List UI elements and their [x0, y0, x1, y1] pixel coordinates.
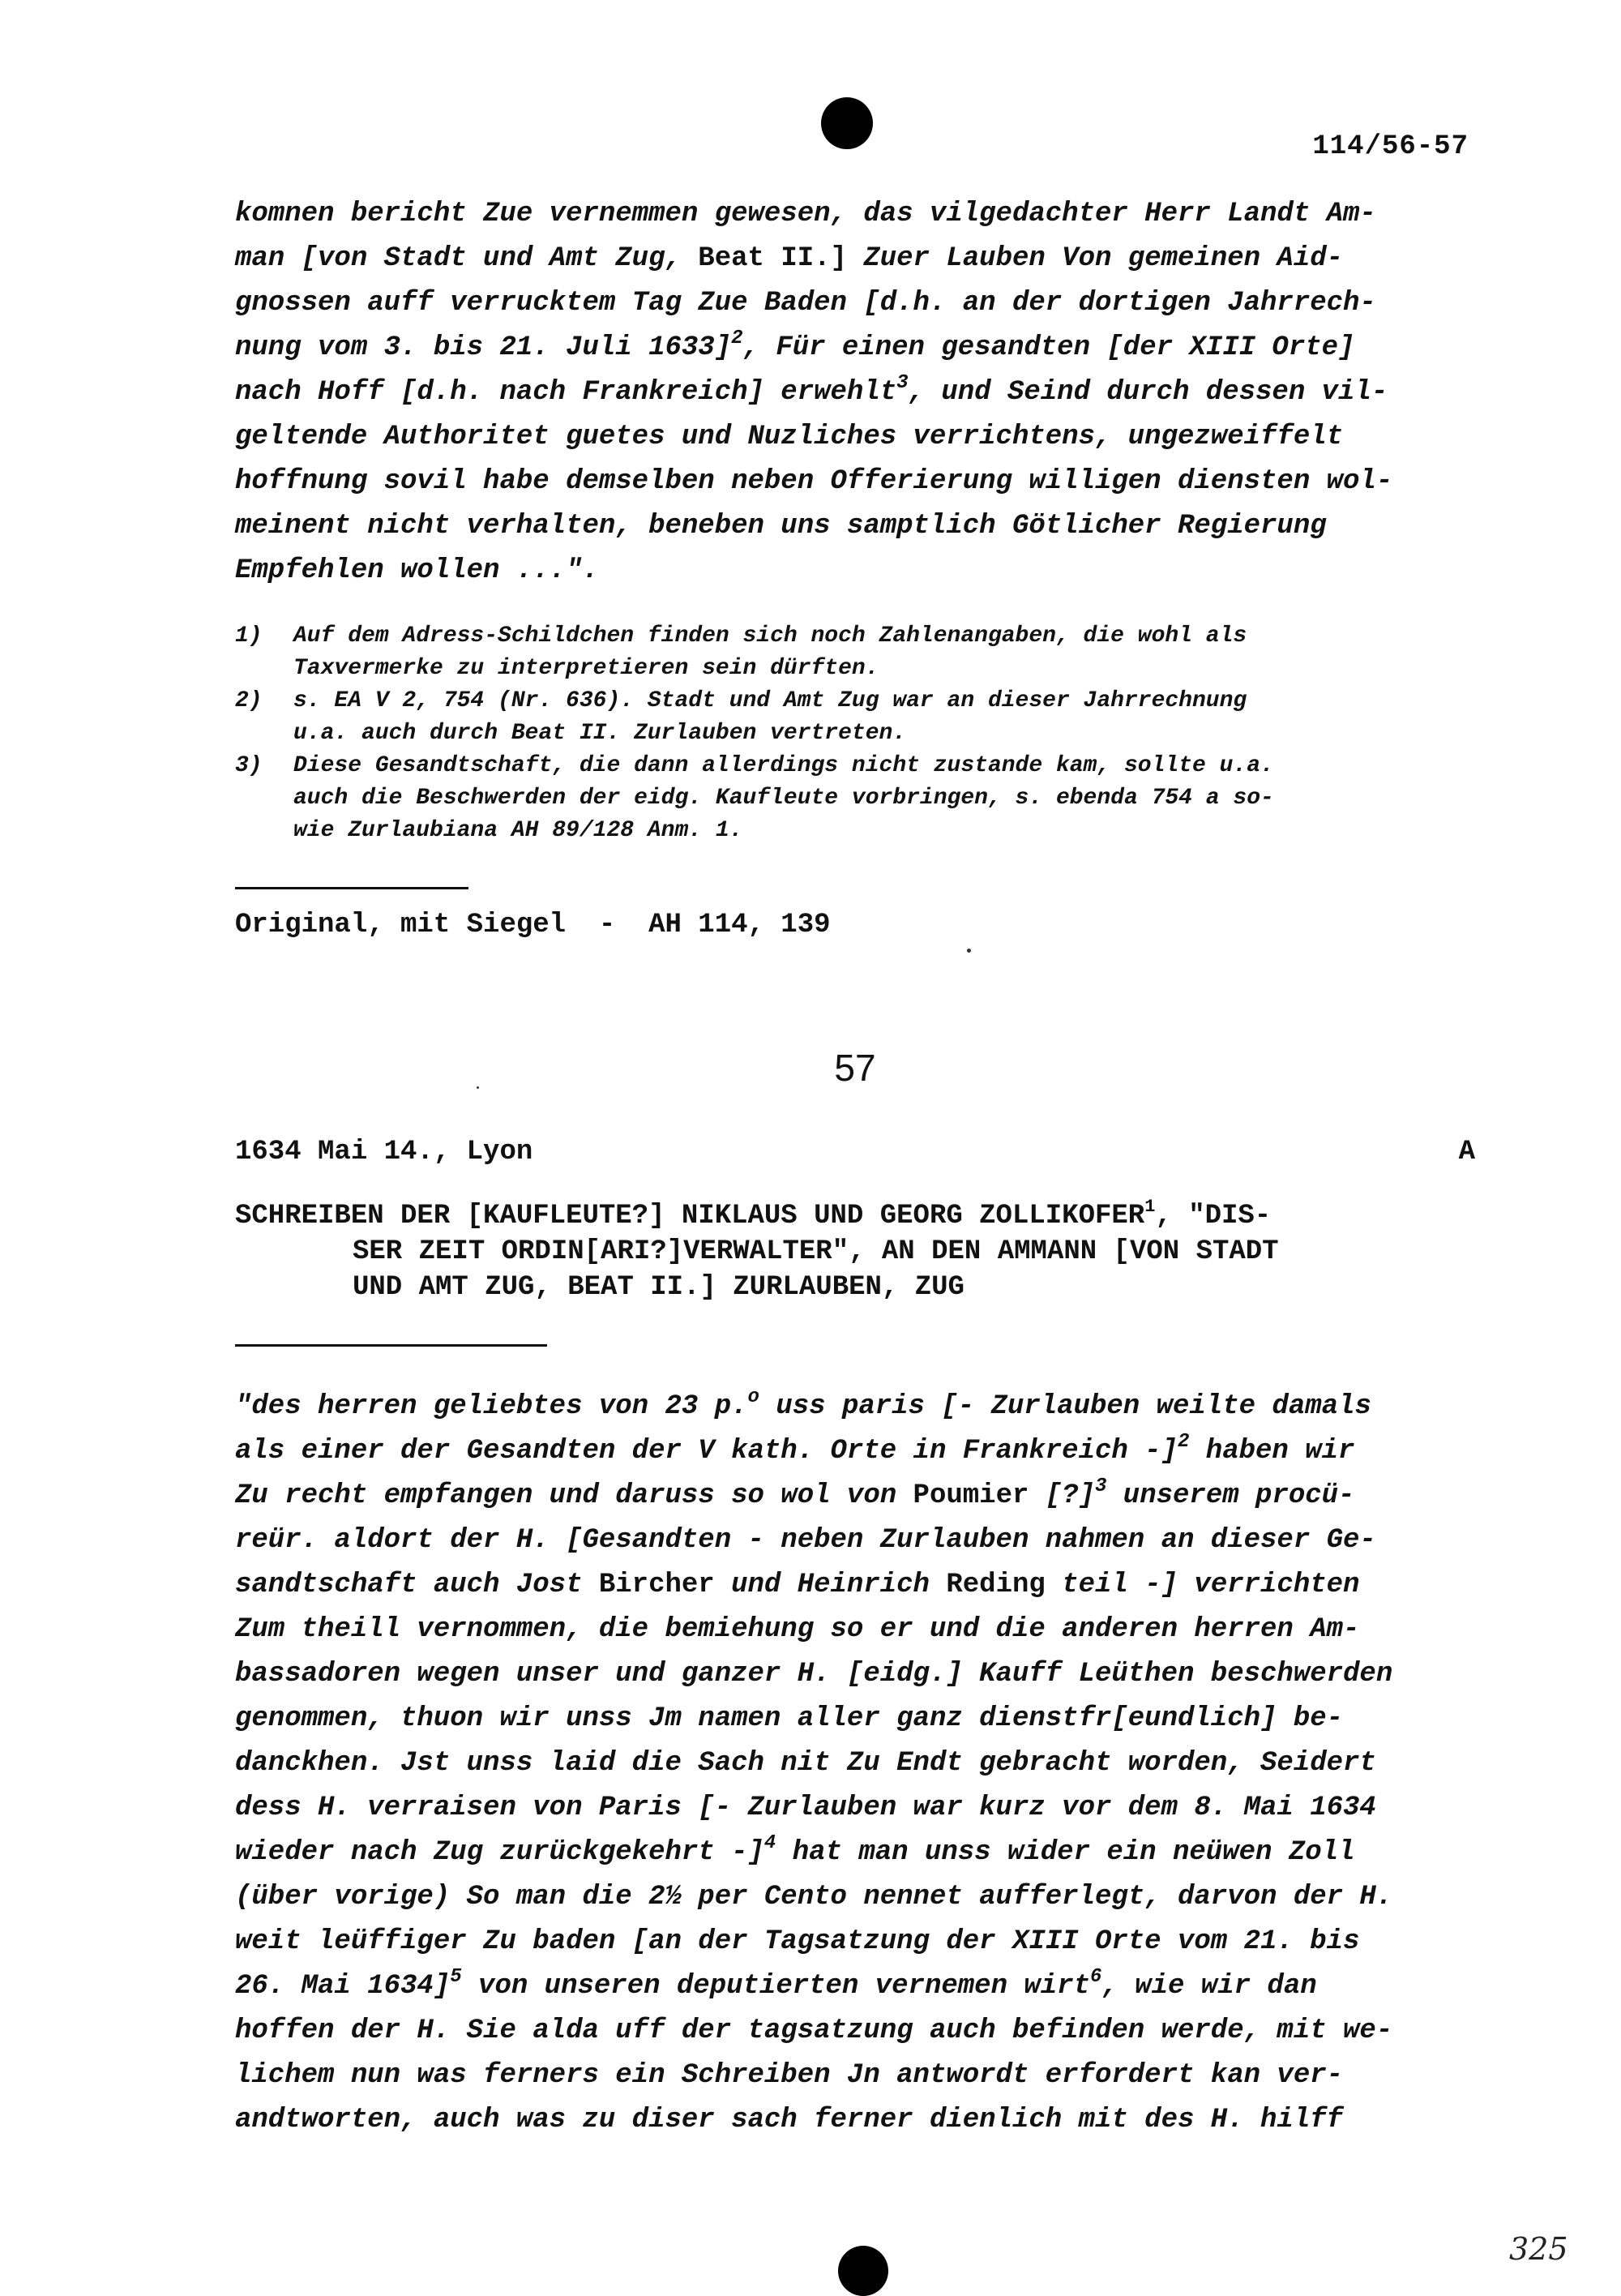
document-type-marker: A [1458, 1137, 1475, 1167]
text-line: komnen bericht Zue vernemmen gewesen, das vilgedachter Herr Landt Am- [235, 199, 1376, 229]
text-line: sandtschaft auch Jost Bircher und Heinrich Reding teil -] verrichten [235, 1570, 1360, 1600]
heading-line: SCHREIBEN DER [KAUFLEUTE?] NIKLAUS UND GEORG ZOLLIKOFER$^1$, "DIS- [235, 1197, 1272, 1232]
footnote-ref: 6 [1089, 1966, 1102, 1988]
footnotes [235, 620, 1483, 847]
text-line: hoffen der H. Sie alda uff der tagsatzung auch befinden werde, mit we- [235, 2015, 1393, 2046]
text-line: genommen, thuon wir unss Jm namen aller ganz dienstfr[eundlich] be- [235, 1703, 1344, 1734]
text-line: (über vorige) So man die 2½ per Cento nennet aufferlegt, darvon der H. [235, 1882, 1393, 1913]
separator-rule [235, 1344, 547, 1347]
punch-hole-bottom [838, 2246, 888, 2296]
text-line: danckhen. Jst unss laid die Sach nit Zu Endt gebracht worden, Seidert [235, 1748, 1376, 1779]
text-line: dess H. verraisen von Paris [- Zurlauben war kurz vor dem 8. Mai 1634 [235, 1793, 1376, 1823]
document-heading [235, 1198, 1499, 1305]
text-line: nach Hoff [d.h. nach Frankreich] erwehlt$^3$, und Seind durch dessen vil- [235, 372, 1388, 408]
text-line: weit leüffiger Zu baden [an der Tagsatzung der XIII Orte vom 21. bis [235, 1926, 1360, 1957]
text-line: Zu recht empfangen und daruss so wol von Poumier [?]$^3$ unserem procü- [235, 1476, 1355, 1511]
footnote-ref: 3 [1095, 1476, 1107, 1497]
footnote-text: s. EA V 2, 754 (Nr. 636). Stadt und Amt Zug war an dieser Jahrrechnung u.a. auch durch Beat II. Zurlauben vertreten. [293, 688, 1247, 746]
separator-rule [235, 887, 468, 889]
text-line: man [von Stadt und Amt Zug, Beat II.] Zuer Lauben Von gemeinen Aid- [235, 243, 1344, 274]
text-line: gnossen auff verrucktem Tag Zue Baden [d.h. an der dortigen Jahrrech- [235, 288, 1376, 319]
continuation-text [235, 192, 1479, 593]
footnote-ref: 2 [1178, 1431, 1190, 1453]
source-note: Original, mit Siegel - AH 114, 139 [235, 910, 831, 940]
emphasis-name: Reding [946, 1570, 1046, 1600]
page-reference: 114/56-57 [1312, 131, 1469, 162]
emphasis-name: Beat II.] [698, 243, 847, 274]
text-line: hoffnung sovil habe demselben neben Offerierung willigen diensten wol- [235, 466, 1393, 497]
footnote-ref: 4 [763, 1832, 776, 1854]
text-line: bassadoren wegen unser und ganzer H. [eidg.] Kauff Leüthen beschwerden [235, 1659, 1393, 1690]
footnote-ref: 3 [896, 372, 909, 394]
text-line: nung vom 3. bis 21. Juli 1633]$^2$, Für einen gesandten [der XIII Orte] [235, 328, 1355, 363]
footnote-ref: 5 [450, 1966, 462, 1988]
footnote-ref: 2 [731, 328, 743, 349]
text-line: geltende Authoritet guetes und Nuzliches verrichtens, ungezweiffelt [235, 422, 1344, 452]
text-line: andtworten, auch was zu diser sach ferner dienlich mit des H. hilff [235, 2105, 1344, 2135]
footnote [235, 685, 1483, 750]
text-line: als einer der Gesandten der V kath. Orte in Frankreich -]$^2$ haben wir [235, 1431, 1355, 1467]
footnote-text: Diese Gesandtschaft, die dann allerdings nicht zustande kam, sollte u.a. auch die Beschwerden der eidg. Kaufleute vorbringen, s. ebenda 754 a so- wie Zurlaubiana AH 89/128 Anm. 1. [293, 753, 1274, 843]
document-number: 57 [834, 1047, 876, 1089]
archive-mark: 325 [1509, 2231, 1568, 2267]
footnote [235, 620, 1483, 685]
footnote-number: 3) [235, 753, 263, 778]
text-line: 26. Mai 1634]$^5$ von unseren deputierten vernemen wirt$^6$, wie wir dan [235, 1966, 1317, 2002]
text-line: wieder nach Zug zurückgekehrt -]$^4$ hat man unss wider ein neüwen Zoll [235, 1832, 1355, 1868]
text-line: Zum theill vernommen, die bemiehung so er und die anderen herren Am- [235, 1614, 1360, 1645]
heading-line: UND AMT ZUG, BEAT II.] ZURLAUBEN, ZUG [353, 1272, 964, 1303]
text-line: lichem nun was ferners ein Schreiben Jn antwordt erfordert kan ver- [235, 2060, 1344, 2091]
punch-hole-top [821, 97, 873, 149]
scan-speck [967, 949, 971, 953]
letter-text [235, 1385, 1479, 2143]
text-line: reür. aldort der H. [Gesandten - neben Zurlauben nahmen an dieser Ge- [235, 1525, 1376, 1556]
footnote-ref: 1 [1144, 1197, 1156, 1217]
superscript: o [747, 1386, 759, 1408]
emphasis-name: Bircher [598, 1570, 715, 1600]
document-dateline: 1634 Mai 14., Lyon [235, 1137, 533, 1167]
footnote [235, 750, 1483, 847]
text-line: "des herren geliebtes von 23 p.$^o$ uss paris [- Zurlauben weilte damals [235, 1386, 1371, 1422]
footnote-number: 1) [235, 623, 263, 649]
scan-speck [477, 1086, 479, 1089]
heading-line: SER ZEIT ORDIN[ARI?]VERWALTER", AN DEN AMMANN [VON STADT [353, 1236, 1279, 1267]
text-line: meinent nicht verhalten, beneben uns samptlich Götlicher Regierung [235, 511, 1327, 542]
text-line: Empfehlen wollen ...". [235, 555, 599, 586]
emphasis-name: Poumier [913, 1480, 1029, 1511]
footnote-number: 2) [235, 688, 263, 713]
footnote-text: Auf dem Adress-Schildchen finden sich noch Zahlenangaben, die wohl als Taxvermerke zu interpretieren sein dürften. [293, 623, 1247, 681]
